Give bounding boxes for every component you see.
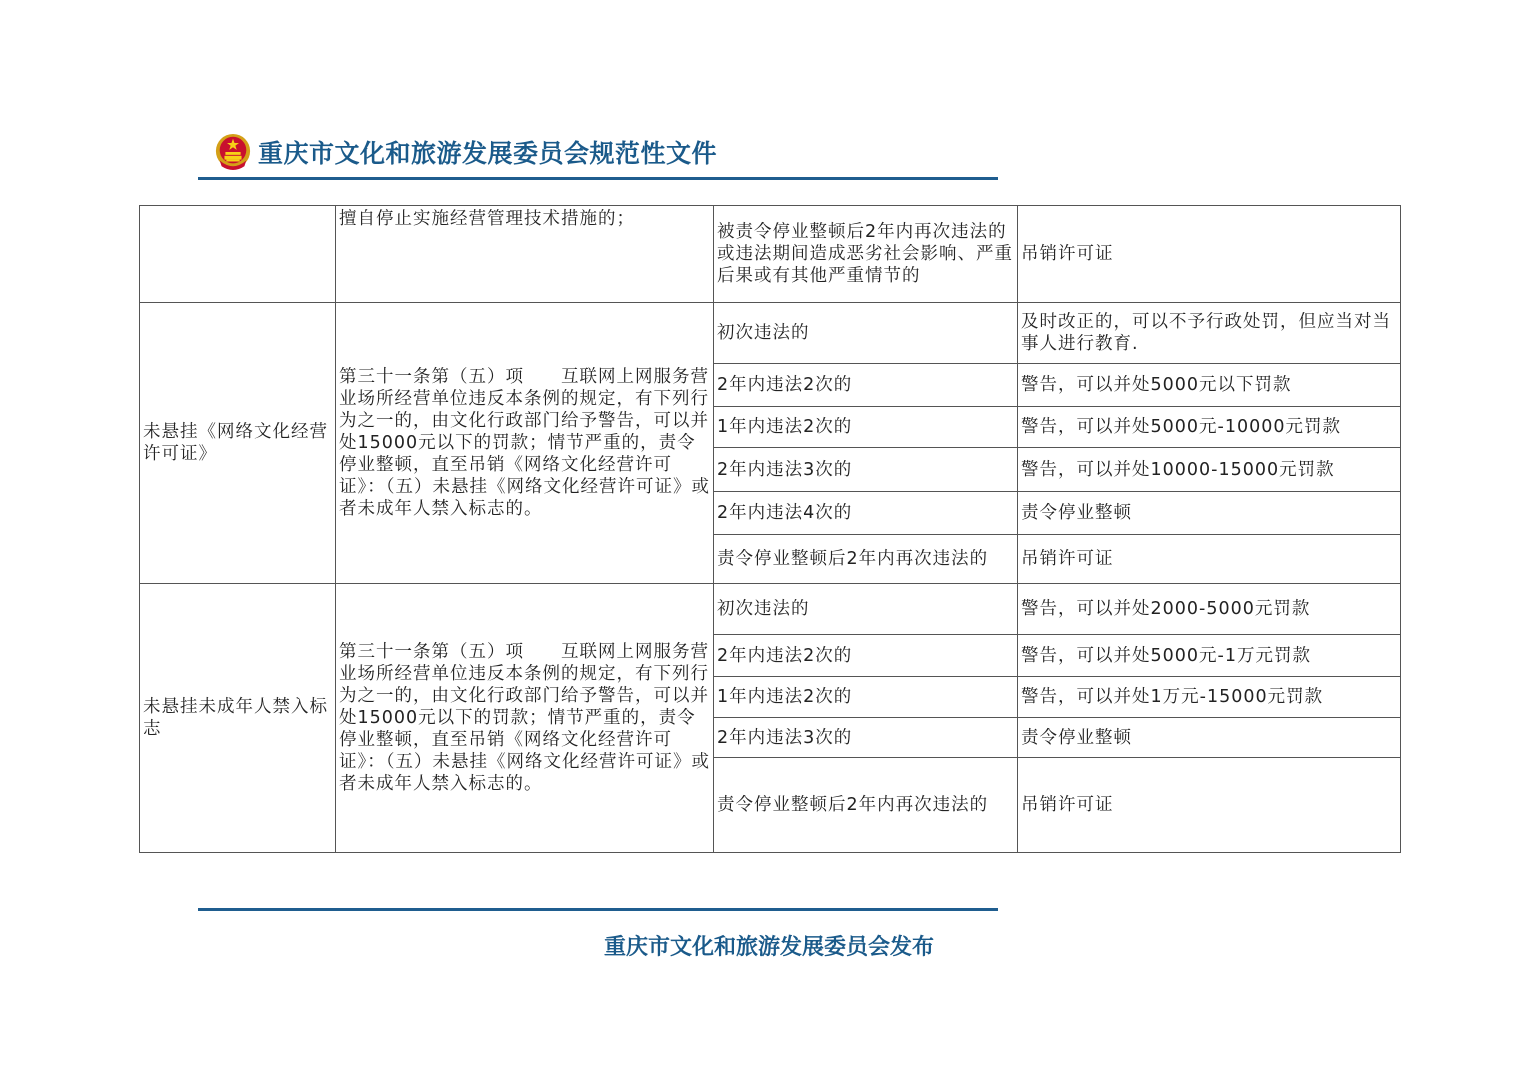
penalty-cell: 及时改正的，可以不予行政处罚，但应当对当事人进行教育.: [1018, 303, 1401, 364]
table-row: [140, 584, 1401, 635]
penalty-cell: 警告，可以并处5000元-1万元罚款: [1018, 635, 1401, 677]
basis-cell: 第三十一条第（五）项 互联网上网服务营业场所经营单位违反本条例的规定，有下列行为之一的，由文化行政部门给予警告，可以并处15000元以下的罚款；情节严重的，责令停业整顿，直至吊销《网络文化经营许可证》：（五）未悬挂《网络文化经营许可证》或者未成年人禁入标志的。: [336, 303, 714, 584]
penalty-cell: 警告，可以并处1万元-15000元罚款: [1018, 677, 1401, 718]
penalty-table: [139, 205, 1401, 853]
penalty-cell: 责令停业整顿: [1018, 492, 1401, 535]
circumstance-cell: 责令停业整顿后2年内再次违法的: [714, 535, 1018, 584]
penalty-cell: 警告，可以并处10000-15000元罚款: [1018, 448, 1401, 492]
footer-issuer: 重庆市文化和旅游发展委员会发布: [604, 934, 935, 960]
basis-cell: 擅自停止实施经营管理技术措施的；: [336, 206, 714, 303]
table-row: [140, 206, 1401, 303]
circumstance-cell: 2年内违法3次的: [714, 718, 1018, 758]
national-emblem-icon: [214, 132, 252, 172]
table-row: [140, 303, 1401, 364]
circumstance-cell: 2年内违法2次的: [714, 364, 1018, 407]
document-header: [214, 130, 717, 174]
violation-cell: [140, 206, 336, 303]
header-title: 重庆市文化和旅游发展委员会规范性文件: [258, 139, 718, 168]
circumstance-cell: 初次违法的: [714, 303, 1018, 364]
footer-divider: [198, 908, 998, 911]
circumstance-cell: 1年内违法2次的: [714, 407, 1018, 448]
circumstance-cell: 2年内违法2次的: [714, 635, 1018, 677]
penalty-cell: 警告，可以并处5000元以下罚款: [1018, 364, 1401, 407]
penalty-cell: 警告，可以并处5000元-10000元罚款: [1018, 407, 1401, 448]
circumstance-cell: 被责令停业整顿后2年内再次违法的或违法期间造成恶劣社会影响、严重后果或有其他严重情节的: [714, 206, 1018, 303]
penalty-cell: 责令停业整顿: [1018, 718, 1401, 758]
circumstance-cell: 责令停业整顿后2年内再次违法的: [714, 758, 1018, 853]
basis-cell: 第三十一条第（五）项 互联网上网服务营业场所经营单位违反本条例的规定，有下列行为之一的，由文化行政部门给予警告，可以并处15000元以下的罚款；情节严重的，责令停业整顿，直至吊销《网络文化经营许可证》：（五）未悬挂《网络文化经营许可证》或者未成年人禁入标志的。: [336, 584, 714, 853]
circumstance-cell: 2年内违法3次的: [714, 448, 1018, 492]
penalty-cell: 吊销许可证: [1018, 206, 1401, 303]
violation-cell: 未悬挂《网络文化经营许可证》: [140, 303, 336, 584]
circumstance-cell: 1年内违法2次的: [714, 677, 1018, 718]
penalty-cell: 吊销许可证: [1018, 535, 1401, 584]
circumstance-cell: 2年内违法4次的: [714, 492, 1018, 535]
violation-cell: 未悬挂未成年人禁入标志: [140, 584, 336, 853]
header-divider: [198, 177, 998, 180]
penalty-cell: 警告，可以并处2000-5000元罚款: [1018, 584, 1401, 635]
penalty-cell: 吊销许可证: [1018, 758, 1401, 853]
circumstance-cell: 初次违法的: [714, 584, 1018, 635]
